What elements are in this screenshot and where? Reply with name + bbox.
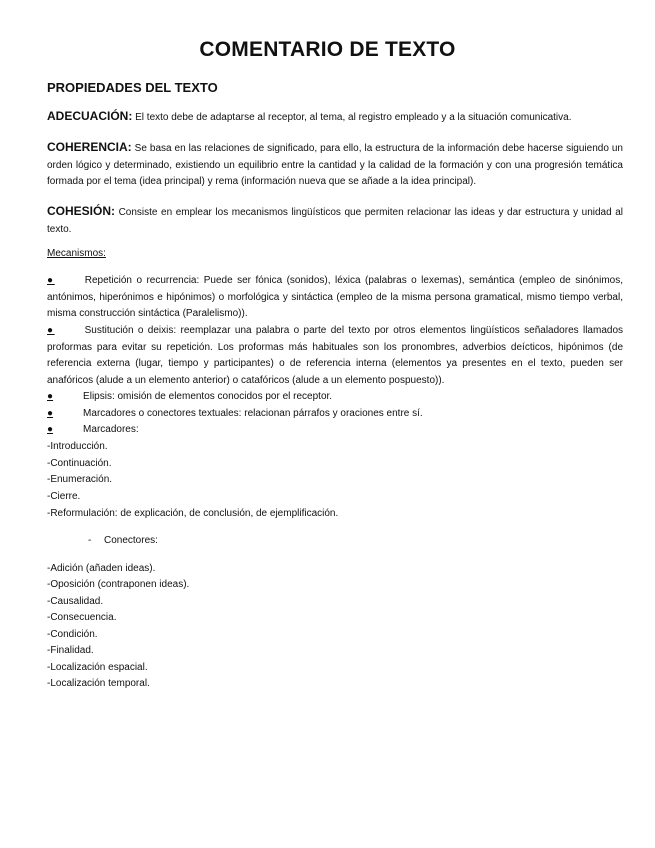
document-title: COMENTARIO DE TEXTO xyxy=(199,38,456,61)
marcador-item: -Enumeración. xyxy=(47,474,113,485)
cohesion-label: COHESIÓN: xyxy=(47,204,116,218)
marcador-item: -Reformulación: de explicación, de conclusión, de ejemplificación. xyxy=(47,508,339,519)
conectores-dash: - xyxy=(88,535,92,546)
bullet-item-sustitucion xyxy=(47,323,623,389)
bullet-text: Sustitución o deixis: reemplazar una palabra o parte del texto por otros elementos lingüísticos señaladores llamados proformas para evitar su repetición. Los proformas más habituales son los pronombres, adverbios deícticos, hipónimos (de referencia externa (lugar, tiempo y participantes) o de referencia interna (elementos ya presentes en el texto, pueden ser anafóricos (alude a un elemento anterior) o catafóricos (alude a un elemento pospuesto)). xyxy=(47,325,623,386)
conector-item: -Causalidad. xyxy=(47,596,104,607)
mecanismos-label: Mecanismos: xyxy=(47,248,106,259)
cohesion-text: Consiste en emplear los mecanismos lingüísticos que permiten relacionar las ideas y dar estructura y unidad al texto. xyxy=(47,207,623,235)
coherencia-label: COHERENCIA: xyxy=(47,140,132,154)
conector-item: -Oposición (contraponen ideas). xyxy=(47,579,190,590)
bullet-item-repeticion xyxy=(47,273,623,323)
bullet-item-marcadores-conectores xyxy=(47,406,623,423)
conector-item: -Finalidad. xyxy=(47,645,94,656)
bullet-text: Marcadores o conectores textuales: relacionan párrafos y oraciones entre sí. xyxy=(83,408,423,419)
bullet-icon: ● xyxy=(47,424,54,435)
bullet-icon: ● xyxy=(47,408,54,419)
section-heading: PROPIEDADES DEL TEXTO xyxy=(47,80,218,95)
bullet-text: Marcadores: xyxy=(83,424,139,435)
bullet-text: Elipsis: omisión de elementos conocidos por el receptor. xyxy=(83,391,333,402)
adecuacion-paragraph xyxy=(47,108,623,127)
adecuacion-label: ADECUACIÓN: xyxy=(47,109,133,123)
bullet-icon: ● xyxy=(47,391,54,402)
conectores-heading xyxy=(88,535,158,546)
bullet-text: Repetición o recurrencia: Puede ser fónica (sonidos), léxica (palabras o lexemas), semántica (empleo de sinónimos, antónimos, hiperónimos e hipónimos) o morfológica y sintáctica (empleo de la misma persona gramatical, mismo tiempo verbal, misma construcción sintáctica (Paralelismo)). xyxy=(47,275,623,320)
coherencia-paragraph xyxy=(47,139,623,191)
bullet-icon: ● xyxy=(47,325,55,336)
marcador-item: -Introducción. xyxy=(47,441,108,452)
adecuacion-text: El texto debe de adaptarse al receptor, al tema, al registro empleado y a la situación comunicativa. xyxy=(132,112,572,123)
conector-item: -Consecuencia. xyxy=(47,612,117,623)
marcador-item: -Continuación. xyxy=(47,458,112,469)
coherencia-text: Se basa en las relaciones de significado, para ello, la estructura de la información debe hacerse siguiendo un orden lógico y determinado, existiendo un equilibrio entre la cantidad y la calidad de la formación y con una progresión temática formada por el tema (idea principal) y rema (información nueva que se añade a la idea principal). xyxy=(47,143,623,188)
bullet-icon: ● xyxy=(47,275,55,286)
cohesion-paragraph xyxy=(47,203,623,238)
conector-item: -Adición (añaden ideas). xyxy=(47,563,156,574)
conector-item: -Condición. xyxy=(47,629,98,640)
conector-item: -Localización espacial. xyxy=(47,662,148,673)
conector-item: -Localización temporal. xyxy=(47,678,150,689)
marcador-item: -Cierre. xyxy=(47,491,81,502)
conectores-label: Conectores: xyxy=(104,535,158,546)
bullet-item-elipsis xyxy=(47,389,623,406)
bullet-item-marcadores xyxy=(47,422,623,439)
